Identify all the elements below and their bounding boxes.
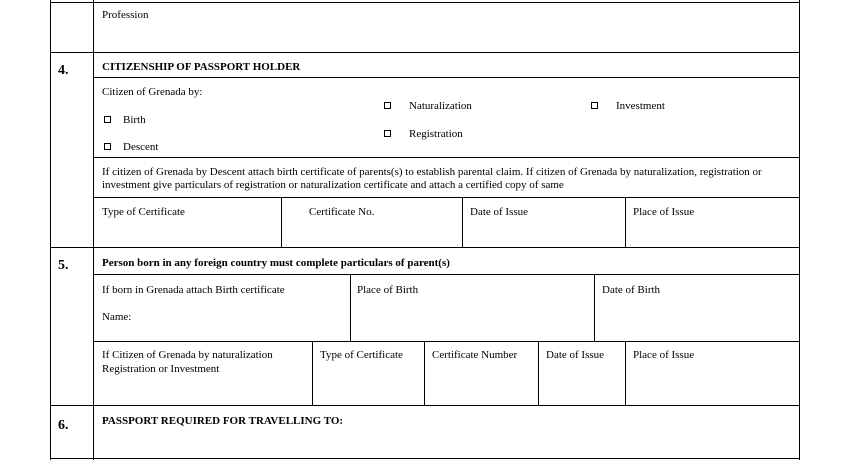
section6-heading: PASSPORT REQUIRED FOR TRAVELLING TO: [102,415,344,427]
date-of-issue-field[interactable] [463,219,624,246]
right-border [799,0,800,460]
section5-heading: Person born in any foreign country must complete particulars of parent(s) [102,257,450,269]
divider-before-section5 [50,247,800,248]
citizen-by-line-2: Registration or Investment [102,363,220,375]
birth-label: Birth [123,114,146,126]
parent-date-of-issue-label: Date of Issue [546,349,605,361]
profession-label: Profession [102,9,149,21]
section5-heading-divider [93,274,800,275]
top-border [50,2,800,3]
citizen-options-divider [93,157,800,158]
section4-heading: CITIZENSHIP OF PASSPORT HOLDER [102,61,301,73]
citizen-by-label: Citizen of Grenada by: [102,86,203,98]
travel-destination-field[interactable] [94,430,798,457]
place-of-issue-label: Place of Issue [633,206,695,218]
left-border [50,0,51,460]
date-of-issue-label: Date of Issue [470,206,529,218]
parent-certificate-number-label: Certificate Number [432,349,518,361]
registration-checkbox[interactable] [384,130,391,137]
birth-checkbox[interactable] [104,116,111,123]
date-of-birth-field[interactable] [595,298,798,340]
descent-label: Descent [123,141,159,153]
instructions-line-2: investment give particulars of registration or naturalization certificate and attach a certified copy of same [102,179,564,191]
born-in-grenada-label: If born in Grenada attach Birth certificate [102,284,285,296]
section4-number: 4. [58,63,69,78]
descent-checkbox[interactable] [104,143,111,150]
place-of-issue-field[interactable] [626,219,798,246]
type-of-certificate-field[interactable] [94,219,280,246]
type-of-certificate-label: Type of Certificate [102,206,185,218]
registration-label: Registration [409,128,463,140]
parent-birth-divider [93,341,800,342]
instructions-divider [93,197,800,198]
parent-place-of-issue-field[interactable] [626,364,798,404]
parent-place-of-issue-label: Place of Issue [633,349,695,361]
naturalization-checkbox[interactable] [384,102,391,109]
divider-before-section4 [50,52,800,53]
profession-field[interactable] [94,24,798,51]
divider-before-section6 [50,405,800,406]
certificate-no-label: Certificate No. [309,206,375,218]
investment-label: Investment [616,100,665,112]
parent-type-of-certificate-field[interactable] [313,364,423,404]
parent-certificate-number-field[interactable] [425,364,537,404]
instructions-line-1: If citizen of Grenada by Descent attach birth certificate of parents(s) to establish parental claim. If citizen of Grenada by naturalization, registration or [102,166,762,178]
date-of-birth-label: Date of Birth [602,284,661,296]
parent-name-field[interactable] [140,304,348,338]
certificate-no-field[interactable] [282,219,461,246]
investment-checkbox[interactable] [591,102,598,109]
place-of-birth-label: Place of Birth [357,284,419,296]
citizen-by-line-1: If Citizen of Grenada by naturalization [102,349,273,361]
naturalization-label: Naturalization [409,100,472,112]
bottom-border [50,458,800,459]
parent-type-of-certificate-label: Type of Certificate [320,349,403,361]
name-label: Name: [102,311,132,323]
section5-number: 5. [58,258,69,273]
section4-heading-divider [93,77,800,78]
place-of-birth-field[interactable] [351,298,593,340]
parent-date-of-issue-field[interactable] [539,364,624,404]
section6-number: 6. [58,418,69,433]
